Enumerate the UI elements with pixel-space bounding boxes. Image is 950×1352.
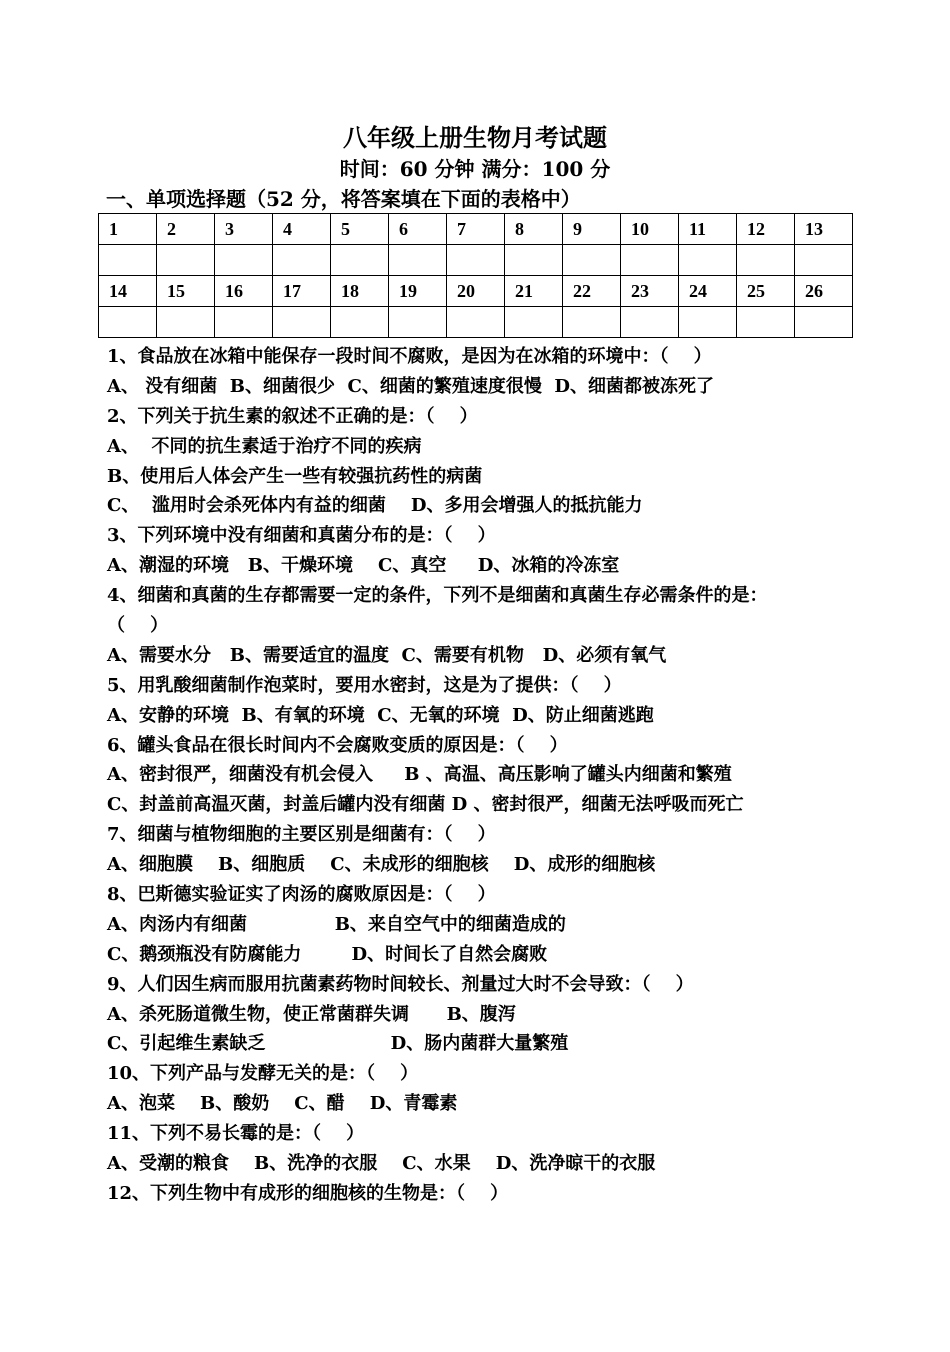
exam-time-score: 时间：60 分钟 满分：100 分 — [339, 157, 611, 181]
question-line: A、潮湿的环境 B、干燥环境 C、真空 D、冰箱的冷冻室 — [107, 555, 620, 577]
answer-number-cell: 21 — [505, 276, 563, 307]
answer-number-cell: 3 — [215, 214, 273, 245]
answer-number-cell: 14 — [99, 276, 157, 307]
answer-blank-cell[interactable] — [447, 245, 505, 276]
answer-blank-cell[interactable] — [389, 307, 447, 338]
answer-blank-cell[interactable] — [99, 245, 157, 276]
answer-number-cell: 15 — [157, 276, 215, 307]
answer-number-cell: 2 — [157, 214, 215, 245]
question-line: A、 不同的抗生素适于治疗不同的疾病 — [107, 435, 422, 457]
answer-number-cell: 8 — [505, 214, 563, 245]
question-line: 5、用乳酸细菌制作泡菜时，要用水密封，这是为了提供：（ ） — [107, 674, 622, 696]
answer-number-row — [99, 276, 853, 307]
answer-blank-cell[interactable] — [563, 307, 621, 338]
question-line: （ ） — [107, 615, 169, 637]
question-line: A、需要水分 B、需要适宜的温度 C、需要有机物 D、必须有氧气 — [107, 644, 667, 666]
answer-number-cell: 16 — [215, 276, 273, 307]
question-line: 1、食品放在冰箱中能保存一段时间不腐败，是因为在冰箱的环境中：（ ） — [107, 346, 712, 367]
answer-number-row — [99, 214, 853, 245]
question-line: A、密封很严，细菌没有机会侵入 B 、高温、高压影响了罐头内细菌和繁殖 — [107, 764, 732, 786]
question-line: 9、人们因生病而服用抗菌素药物时间较长、剂量过大时不会导致：（ ） — [107, 973, 694, 995]
question-line: 12、下列生物中有成形的细胞核的生物是：（ ） — [107, 1182, 509, 1204]
answer-number-cell: 25 — [737, 276, 795, 307]
answer-blank-cell[interactable] — [331, 307, 389, 338]
question-line: 4、细菌和真菌的生存都需要一定的条件，下列不是细菌和真菌生存必需条件的是： — [107, 585, 768, 607]
answer-blank-cell[interactable] — [273, 245, 331, 276]
answer-blank-cell[interactable] — [389, 245, 447, 276]
question-line: 10、下列产品与发酵无关的是：（ ） — [107, 1063, 419, 1085]
question-line: A、受潮的粮食 B、洗净的衣服 C、水果 D、洗净晾干的衣服 — [107, 1153, 656, 1175]
question-line: 8、巴斯德实验证实了肉汤的腐败原因是：（ ） — [107, 884, 496, 906]
question-line: A、杀死肠道微生物，使正常菌群失调 B、腹泻 — [107, 1003, 516, 1025]
question-line: B、使用后人体会产生一些有较强抗药性的病菌 — [107, 465, 483, 487]
question-line: 11、下列不易长霉的是：（ ） — [107, 1123, 365, 1145]
question-line: 3、下列环境中没有细菌和真菌分布的是：（ ） — [107, 525, 496, 547]
answer-number-cell: 5 — [331, 214, 389, 245]
answer-table — [98, 213, 853, 338]
answer-blank-cell[interactable] — [737, 245, 795, 276]
answer-blank-cell[interactable] — [679, 245, 737, 276]
answer-blank-cell[interactable] — [505, 307, 563, 338]
answer-blank-cell[interactable] — [679, 307, 737, 338]
question-line: C、封盖前高温灭菌，封盖后罐内没有细菌 D 、密封很严，细菌无法呼吸而死亡 — [107, 794, 744, 816]
answer-blank-cell[interactable] — [563, 245, 621, 276]
answer-number-cell: 11 — [679, 214, 737, 245]
question-line: C、引起维生素缺乏 D、肠内菌群大量繁殖 — [107, 1033, 569, 1055]
page-title: 八年级上册生物月考试题 — [343, 123, 607, 152]
answer-number-cell: 17 — [273, 276, 331, 307]
question-line: 2、下列关于抗生素的叙述不正确的是：（ ） — [107, 405, 478, 427]
answer-number-cell: 6 — [389, 214, 447, 245]
answer-blank-cell[interactable] — [505, 245, 563, 276]
answer-blank-cell[interactable] — [447, 307, 505, 338]
answer-blank-cell[interactable] — [331, 245, 389, 276]
answer-blank-row — [99, 307, 853, 338]
answer-number-cell: 9 — [563, 214, 621, 245]
question-line: A、细胞膜 B、细胞质 C、未成形的细胞核 D、成形的细胞核 — [107, 854, 656, 876]
answer-number-cell: 10 — [621, 214, 679, 245]
answer-blank-cell[interactable] — [157, 307, 215, 338]
answer-blank-cell[interactable] — [273, 307, 331, 338]
answer-blank-cell[interactable] — [99, 307, 157, 338]
answer-blank-cell[interactable] — [795, 307, 853, 338]
answer-blank-cell[interactable] — [157, 245, 215, 276]
answer-blank-cell[interactable] — [215, 307, 273, 338]
question-line: C、鹅颈瓶没有防腐能力 D、时间长了自然会腐败 — [107, 943, 548, 965]
question-line: 6、罐头食品在很长时间内不会腐败变质的原因是：（ ） — [107, 734, 568, 756]
question-line: A、 没有细菌 B、细菌很少 C、细菌的繁殖速度很慢 D、细菌都被冻死了 — [107, 375, 714, 397]
question-line: C、 滥用时会杀死体内有益的细菌 D、多用会增强人的抵抗能力 — [107, 495, 643, 517]
answer-number-cell: 26 — [795, 276, 853, 307]
section-heading: 一、单项选择题（52 分，将答案填在下面的表格中） — [106, 187, 581, 211]
answer-number-cell: 23 — [621, 276, 679, 307]
question-line: A、安静的环境 B、有氧的环境 C、无氧的环境 D、防止细菌逃跑 — [107, 704, 654, 726]
answer-number-cell: 18 — [331, 276, 389, 307]
answer-number-cell: 19 — [389, 276, 447, 307]
answer-number-cell: 1 — [99, 214, 157, 245]
answer-number-cell: 22 — [563, 276, 621, 307]
answer-number-cell: 12 — [737, 214, 795, 245]
answer-blank-row — [99, 245, 853, 276]
question-list — [107, 342, 887, 1209]
answer-blank-cell[interactable] — [215, 245, 273, 276]
answer-number-cell: 20 — [447, 276, 505, 307]
answer-blank-cell[interactable] — [795, 245, 853, 276]
answer-number-cell: 7 — [447, 214, 505, 245]
answer-blank-cell[interactable] — [621, 245, 679, 276]
answer-blank-cell[interactable] — [737, 307, 795, 338]
question-line: A、肉汤内有细菌 B、来自空气中的细菌造成的 — [107, 913, 566, 935]
answer-number-cell: 24 — [679, 276, 737, 307]
answer-number-cell: 4 — [273, 214, 331, 245]
question-line: A、泡菜 B、酸奶 C、醋 D、青霉素 — [107, 1093, 458, 1115]
answer-blank-cell[interactable] — [621, 307, 679, 338]
question-line: 7、细菌与植物细胞的主要区别是细菌有：（ ） — [107, 824, 496, 846]
answer-number-cell: 13 — [795, 214, 853, 245]
